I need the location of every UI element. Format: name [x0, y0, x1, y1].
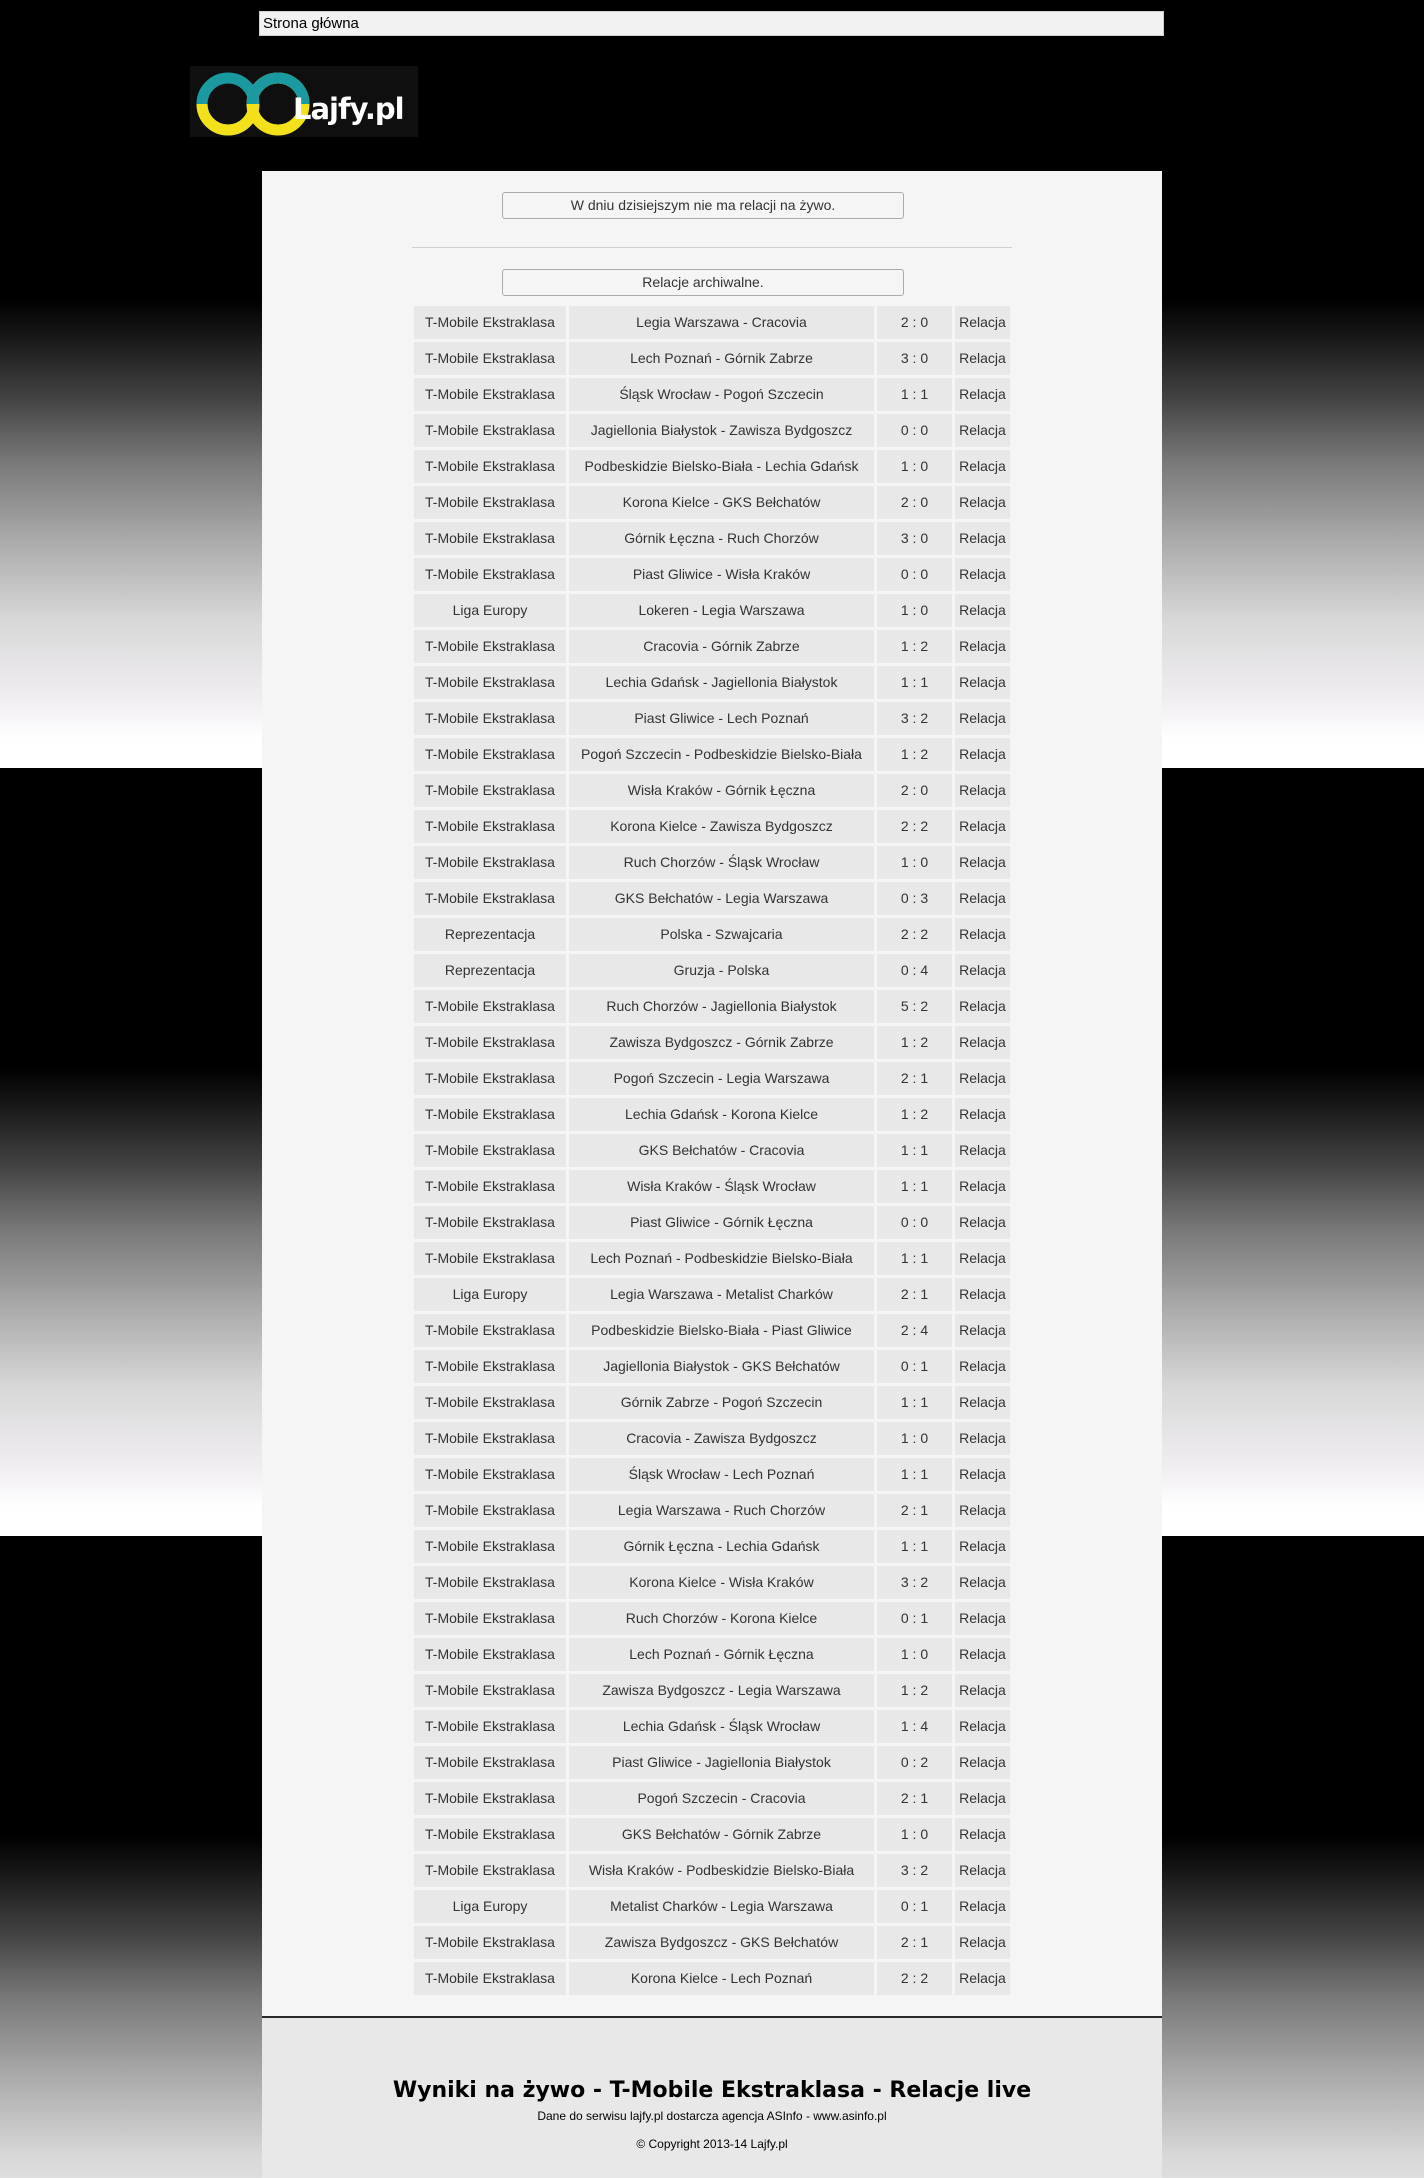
match-league: Liga Europy: [414, 594, 566, 627]
logo-text: Lajfy.pl: [293, 92, 404, 126]
match-league: T-Mobile Ekstraklasa: [414, 450, 566, 483]
match-teams: Zawisza Bydgoszcz - Górnik Zabrze: [569, 1026, 874, 1059]
match-row: [414, 1530, 1010, 1563]
match-report-link[interactable]: Relacja: [955, 846, 1010, 879]
match-score: 1 : 1: [877, 1242, 952, 1275]
match-report-link[interactable]: Relacja: [955, 306, 1010, 339]
archive-label: Relacje archiwalne.: [502, 269, 904, 296]
match-league: T-Mobile Ekstraklasa: [414, 882, 566, 915]
match-league: T-Mobile Ekstraklasa: [414, 486, 566, 519]
match-row: [414, 414, 1010, 447]
match-row: [414, 1422, 1010, 1455]
match-score: 0 : 0: [877, 558, 952, 591]
match-score: 0 : 3: [877, 882, 952, 915]
match-score: 1 : 1: [877, 1134, 952, 1167]
footer-subtitle: Dane do serwisu lajfy.pl dostarcza agencja ASInfo - www.asinfo.pl: [537, 2109, 887, 2123]
match-league: Reprezentacja: [414, 918, 566, 951]
match-league: T-Mobile Ekstraklasa: [414, 1674, 566, 1707]
match-report-link[interactable]: Relacja: [955, 594, 1010, 627]
match-score: 2 : 1: [877, 1782, 952, 1815]
match-league: T-Mobile Ekstraklasa: [414, 1062, 566, 1095]
match-report-link[interactable]: Relacja: [955, 630, 1010, 663]
match-row: [414, 1746, 1010, 1779]
match-row: [414, 918, 1010, 951]
match-teams: Pogoń Szczecin - Cracovia: [569, 1782, 874, 1815]
match-league: T-Mobile Ekstraklasa: [414, 1782, 566, 1815]
match-score: 2 : 0: [877, 774, 952, 807]
match-teams: Cracovia - Górnik Zabrze: [569, 630, 874, 663]
footer: [262, 2016, 1162, 2178]
match-row: [414, 306, 1010, 339]
match-teams: Podbeskidzie Bielsko-Biała - Lechia Gdańsk: [569, 450, 874, 483]
match-score: 1 : 1: [877, 666, 952, 699]
match-row: [414, 486, 1010, 519]
match-row: [414, 1458, 1010, 1491]
match-report-link[interactable]: Relacja: [955, 666, 1010, 699]
match-report-link[interactable]: Relacja: [955, 1962, 1010, 1995]
match-report-link[interactable]: Relacja: [955, 882, 1010, 915]
match-row: [414, 954, 1010, 987]
match-teams: Metalist Charków - Legia Warszawa: [569, 1890, 874, 1923]
match-score: 1 : 4: [877, 1710, 952, 1743]
match-teams: Wisła Kraków - Śląsk Wrocław: [569, 1170, 874, 1203]
match-row: [414, 882, 1010, 915]
match-report-link[interactable]: Relacja: [955, 1098, 1010, 1131]
match-teams: Pogoń Szczecin - Legia Warszawa: [569, 1062, 874, 1095]
match-report-link[interactable]: Relacja: [955, 1818, 1010, 1851]
match-report-link[interactable]: Relacja: [955, 1890, 1010, 1923]
match-league: T-Mobile Ekstraklasa: [414, 1170, 566, 1203]
match-league: T-Mobile Ekstraklasa: [414, 1710, 566, 1743]
match-row: [414, 558, 1010, 591]
match-score: 1 : 2: [877, 630, 952, 663]
match-league: T-Mobile Ekstraklasa: [414, 1494, 566, 1527]
match-report-link[interactable]: Relacja: [955, 1854, 1010, 1887]
match-teams: Ruch Chorzów - Śląsk Wrocław: [569, 846, 874, 879]
match-report-link[interactable]: Relacja: [955, 378, 1010, 411]
match-report-link[interactable]: Relacja: [955, 522, 1010, 555]
match-score: 1 : 1: [877, 378, 952, 411]
match-league: T-Mobile Ekstraklasa: [414, 1566, 566, 1599]
match-report-link[interactable]: Relacja: [955, 1566, 1010, 1599]
match-row: [414, 378, 1010, 411]
match-report-link[interactable]: Relacja: [955, 414, 1010, 447]
match-report-link[interactable]: Relacja: [955, 1530, 1010, 1563]
match-score: 0 : 0: [877, 414, 952, 447]
match-report-link[interactable]: Relacja: [955, 1170, 1010, 1203]
match-report-link[interactable]: Relacja: [955, 918, 1010, 951]
match-league: T-Mobile Ekstraklasa: [414, 414, 566, 447]
match-score: 2 : 2: [877, 810, 952, 843]
match-score: 2 : 1: [877, 1278, 952, 1311]
match-report-link[interactable]: Relacja: [955, 1062, 1010, 1095]
match-row: [414, 342, 1010, 375]
match-row: [414, 1818, 1010, 1851]
match-row: [414, 702, 1010, 735]
match-league: T-Mobile Ekstraklasa: [414, 1134, 566, 1167]
match-report-link[interactable]: Relacja: [955, 1350, 1010, 1383]
match-score: 2 : 1: [877, 1494, 952, 1527]
match-teams: Legia Warszawa - Ruch Chorzów: [569, 1494, 874, 1527]
match-row: [414, 1278, 1010, 1311]
match-league: T-Mobile Ekstraklasa: [414, 630, 566, 663]
match-row: [414, 738, 1010, 771]
match-league: T-Mobile Ekstraklasa: [414, 1458, 566, 1491]
match-report-link[interactable]: Relacja: [955, 810, 1010, 843]
match-teams: GKS Bełchatów - Górnik Zabrze: [569, 1818, 874, 1851]
match-score: 0 : 1: [877, 1602, 952, 1635]
live-notice: W dniu dzisiejszym nie ma relacji na żywo.: [502, 192, 904, 219]
match-teams: Ruch Chorzów - Jagiellonia Białystok: [569, 990, 874, 1023]
match-score: 2 : 1: [877, 1926, 952, 1959]
match-league: T-Mobile Ekstraklasa: [414, 1854, 566, 1887]
match-teams: Piast Gliwice - Lech Poznań: [569, 702, 874, 735]
match-report-link[interactable]: Relacja: [955, 1782, 1010, 1815]
match-row: [414, 1710, 1010, 1743]
match-score: 1 : 0: [877, 594, 952, 627]
match-league: T-Mobile Ekstraklasa: [414, 522, 566, 555]
match-row: [414, 1242, 1010, 1275]
match-report-link[interactable]: Relacja: [955, 558, 1010, 591]
match-score: 1 : 1: [877, 1170, 952, 1203]
match-row: [414, 1062, 1010, 1095]
match-row: [414, 990, 1010, 1023]
match-teams: Gruzja - Polska: [569, 954, 874, 987]
match-league: T-Mobile Ekstraklasa: [414, 1206, 566, 1239]
match-score: 2 : 0: [877, 306, 952, 339]
match-league: T-Mobile Ekstraklasa: [414, 810, 566, 843]
match-teams: Lech Poznań - Górnik Łęczna: [569, 1638, 874, 1671]
match-teams: Podbeskidzie Bielsko-Biała - Piast Gliwice: [569, 1314, 874, 1347]
match-league: T-Mobile Ekstraklasa: [414, 342, 566, 375]
match-report-link[interactable]: Relacja: [955, 738, 1010, 771]
match-teams: Lechia Gdańsk - Śląsk Wrocław: [569, 1710, 874, 1743]
match-score: 2 : 4: [877, 1314, 952, 1347]
match-teams: Korona Kielce - Zawisza Bydgoszcz: [569, 810, 874, 843]
match-league: T-Mobile Ekstraklasa: [414, 558, 566, 591]
match-row: [414, 1314, 1010, 1347]
match-report-link[interactable]: Relacja: [955, 1602, 1010, 1635]
match-row: [414, 1134, 1010, 1167]
match-row: [414, 1926, 1010, 1959]
match-score: 1 : 1: [877, 1458, 952, 1491]
match-score: 1 : 0: [877, 450, 952, 483]
match-league: T-Mobile Ekstraklasa: [414, 1314, 566, 1347]
match-league: T-Mobile Ekstraklasa: [414, 702, 566, 735]
match-row: [414, 1638, 1010, 1671]
match-league: T-Mobile Ekstraklasa: [414, 774, 566, 807]
match-teams: Lokeren - Legia Warszawa: [569, 594, 874, 627]
match-teams: Zawisza Bydgoszcz - GKS Bełchatów: [569, 1926, 874, 1959]
match-teams: Lechia Gdańsk - Korona Kielce: [569, 1098, 874, 1131]
match-teams: Jagiellonia Białystok - Zawisza Bydgoszcz: [569, 414, 874, 447]
match-report-link[interactable]: Relacja: [955, 1422, 1010, 1455]
match-row: [414, 1602, 1010, 1635]
match-report-link[interactable]: Relacja: [955, 774, 1010, 807]
match-teams: Śląsk Wrocław - Pogoń Szczecin: [569, 378, 874, 411]
home-nav-link[interactable]: Strona główna: [259, 11, 1164, 36]
match-teams: Jagiellonia Białystok - GKS Bełchatów: [569, 1350, 874, 1383]
match-report-link[interactable]: Relacja: [955, 342, 1010, 375]
match-row: [414, 774, 1010, 807]
match-score: 1 : 1: [877, 1530, 952, 1563]
match-teams: Legia Warszawa - Metalist Charków: [569, 1278, 874, 1311]
match-row: [414, 1674, 1010, 1707]
match-teams: Polska - Szwajcaria: [569, 918, 874, 951]
match-league: T-Mobile Ekstraklasa: [414, 1026, 566, 1059]
match-score: 0 : 1: [877, 1350, 952, 1383]
match-row: [414, 594, 1010, 627]
match-score: 0 : 1: [877, 1890, 952, 1923]
match-teams: Zawisza Bydgoszcz - Legia Warszawa: [569, 1674, 874, 1707]
match-score: 1 : 2: [877, 1674, 952, 1707]
match-report-link[interactable]: Relacja: [955, 1746, 1010, 1779]
match-league: T-Mobile Ekstraklasa: [414, 1350, 566, 1383]
match-report-link[interactable]: Relacja: [955, 954, 1010, 987]
match-row: [414, 666, 1010, 699]
match-league: T-Mobile Ekstraklasa: [414, 990, 566, 1023]
match-report-link[interactable]: Relacja: [955, 1710, 1010, 1743]
match-row: [414, 1890, 1010, 1923]
match-league: T-Mobile Ekstraklasa: [414, 1638, 566, 1671]
match-teams: Piast Gliwice - Wisła Kraków: [569, 558, 874, 591]
match-score: 2 : 0: [877, 486, 952, 519]
match-row: [414, 522, 1010, 555]
match-teams: Legia Warszawa - Cracovia: [569, 306, 874, 339]
match-row: [414, 1386, 1010, 1419]
match-row: [414, 630, 1010, 663]
match-row: [414, 1854, 1010, 1887]
match-teams: Pogoń Szczecin - Podbeskidzie Bielsko-Biała: [569, 738, 874, 771]
match-league: T-Mobile Ekstraklasa: [414, 846, 566, 879]
match-row: [414, 846, 1010, 879]
match-score: 1 : 2: [877, 738, 952, 771]
match-score: 3 : 2: [877, 1854, 952, 1887]
match-league: T-Mobile Ekstraklasa: [414, 1530, 566, 1563]
match-row: [414, 1170, 1010, 1203]
match-score: 0 : 0: [877, 1206, 952, 1239]
match-score: 0 : 2: [877, 1746, 952, 1779]
match-report-link[interactable]: Relacja: [955, 450, 1010, 483]
match-row: [414, 1494, 1010, 1527]
match-league: T-Mobile Ekstraklasa: [414, 1242, 566, 1275]
match-report-link[interactable]: Relacja: [955, 1386, 1010, 1419]
match-score: 2 : 2: [877, 918, 952, 951]
match-score: 1 : 0: [877, 1638, 952, 1671]
match-report-link[interactable]: Relacja: [955, 1026, 1010, 1059]
match-report-link[interactable]: Relacja: [955, 1314, 1010, 1347]
match-score: 1 : 0: [877, 1422, 952, 1455]
match-report-link[interactable]: Relacja: [955, 990, 1010, 1023]
match-score: 3 : 0: [877, 522, 952, 555]
match-row: [414, 1782, 1010, 1815]
match-report-link[interactable]: Relacja: [955, 1638, 1010, 1671]
match-score: 2 : 1: [877, 1062, 952, 1095]
match-league: T-Mobile Ekstraklasa: [414, 378, 566, 411]
match-league: T-Mobile Ekstraklasa: [414, 1602, 566, 1635]
match-teams: Korona Kielce - GKS Bełchatów: [569, 486, 874, 519]
match-score: 2 : 2: [877, 1962, 952, 1995]
match-teams: Ruch Chorzów - Korona Kielce: [569, 1602, 874, 1635]
match-teams: Górnik Łęczna - Lechia Gdańsk: [569, 1530, 874, 1563]
match-score: 1 : 2: [877, 1026, 952, 1059]
match-league: T-Mobile Ekstraklasa: [414, 1818, 566, 1851]
match-row: [414, 1350, 1010, 1383]
matches-list: [414, 306, 1010, 1998]
match-score: 1 : 0: [877, 846, 952, 879]
match-league: T-Mobile Ekstraklasa: [414, 738, 566, 771]
match-teams: Korona Kielce - Lech Poznań: [569, 1962, 874, 1995]
match-score: 1 : 0: [877, 1818, 952, 1851]
match-row: [414, 810, 1010, 843]
match-teams: Śląsk Wrocław - Lech Poznań: [569, 1458, 874, 1491]
match-league: T-Mobile Ekstraklasa: [414, 666, 566, 699]
match-row: [414, 1098, 1010, 1131]
match-report-link[interactable]: Relacja: [955, 1926, 1010, 1959]
match-teams: GKS Bełchatów - Cracovia: [569, 1134, 874, 1167]
match-league: Liga Europy: [414, 1278, 566, 1311]
match-teams: Górnik Łęczna - Ruch Chorzów: [569, 522, 874, 555]
footer-title: Wyniki na żywo - T-Mobile Ekstraklasa - Relacje live: [392, 2078, 1032, 2103]
match-report-link[interactable]: Relacja: [955, 1206, 1010, 1239]
match-league: Liga Europy: [414, 1890, 566, 1923]
match-report-link[interactable]: Relacja: [955, 702, 1010, 735]
match-teams: Cracovia - Zawisza Bydgoszcz: [569, 1422, 874, 1455]
divider: [412, 247, 1012, 248]
match-teams: Wisła Kraków - Górnik Łęczna: [569, 774, 874, 807]
match-league: T-Mobile Ekstraklasa: [414, 1746, 566, 1779]
match-report-link[interactable]: Relacja: [955, 1134, 1010, 1167]
match-score: 3 : 2: [877, 1566, 952, 1599]
match-league: Reprezentacja: [414, 954, 566, 987]
match-score: 3 : 2: [877, 702, 952, 735]
match-report-link[interactable]: Relacja: [955, 486, 1010, 519]
match-row: [414, 1026, 1010, 1059]
match-teams: Piast Gliwice - Górnik Łęczna: [569, 1206, 874, 1239]
match-score: 1 : 2: [877, 1098, 952, 1131]
main-panel: [262, 171, 1162, 2016]
match-report-link[interactable]: Relacja: [955, 1458, 1010, 1491]
match-teams: Wisła Kraków - Podbeskidzie Bielsko-Biała: [569, 1854, 874, 1887]
match-teams: Korona Kielce - Wisła Kraków: [569, 1566, 874, 1599]
match-league: T-Mobile Ekstraklasa: [414, 1098, 566, 1131]
match-report-link[interactable]: Relacja: [955, 1494, 1010, 1527]
match-row: [414, 1962, 1010, 1995]
match-row: [414, 450, 1010, 483]
match-report-link[interactable]: Relacja: [955, 1278, 1010, 1311]
site-logo[interactable]: [190, 66, 418, 137]
match-score: 3 : 0: [877, 342, 952, 375]
match-score: 5 : 2: [877, 990, 952, 1023]
match-score: 0 : 4: [877, 954, 952, 987]
match-score: 1 : 1: [877, 1386, 952, 1419]
match-league: T-Mobile Ekstraklasa: [414, 306, 566, 339]
footer-copyright: © Copyright 2013-14 Lajfy.pl: [636, 2137, 788, 2151]
match-teams: Górnik Zabrze - Pogoń Szczecin: [569, 1386, 874, 1419]
match-league: T-Mobile Ekstraklasa: [414, 1386, 566, 1419]
match-league: T-Mobile Ekstraklasa: [414, 1926, 566, 1959]
match-row: [414, 1566, 1010, 1599]
match-league: T-Mobile Ekstraklasa: [414, 1422, 566, 1455]
match-teams: GKS Bełchatów - Legia Warszawa: [569, 882, 874, 915]
match-teams: Piast Gliwice - Jagiellonia Białystok: [569, 1746, 874, 1779]
match-teams: Lechia Gdańsk - Jagiellonia Białystok: [569, 666, 874, 699]
match-teams: Lech Poznań - Podbeskidzie Bielsko-Biała: [569, 1242, 874, 1275]
match-league: T-Mobile Ekstraklasa: [414, 1962, 566, 1995]
match-teams: Lech Poznań - Górnik Zabrze: [569, 342, 874, 375]
match-report-link[interactable]: Relacja: [955, 1242, 1010, 1275]
match-report-link[interactable]: Relacja: [955, 1674, 1010, 1707]
match-row: [414, 1206, 1010, 1239]
